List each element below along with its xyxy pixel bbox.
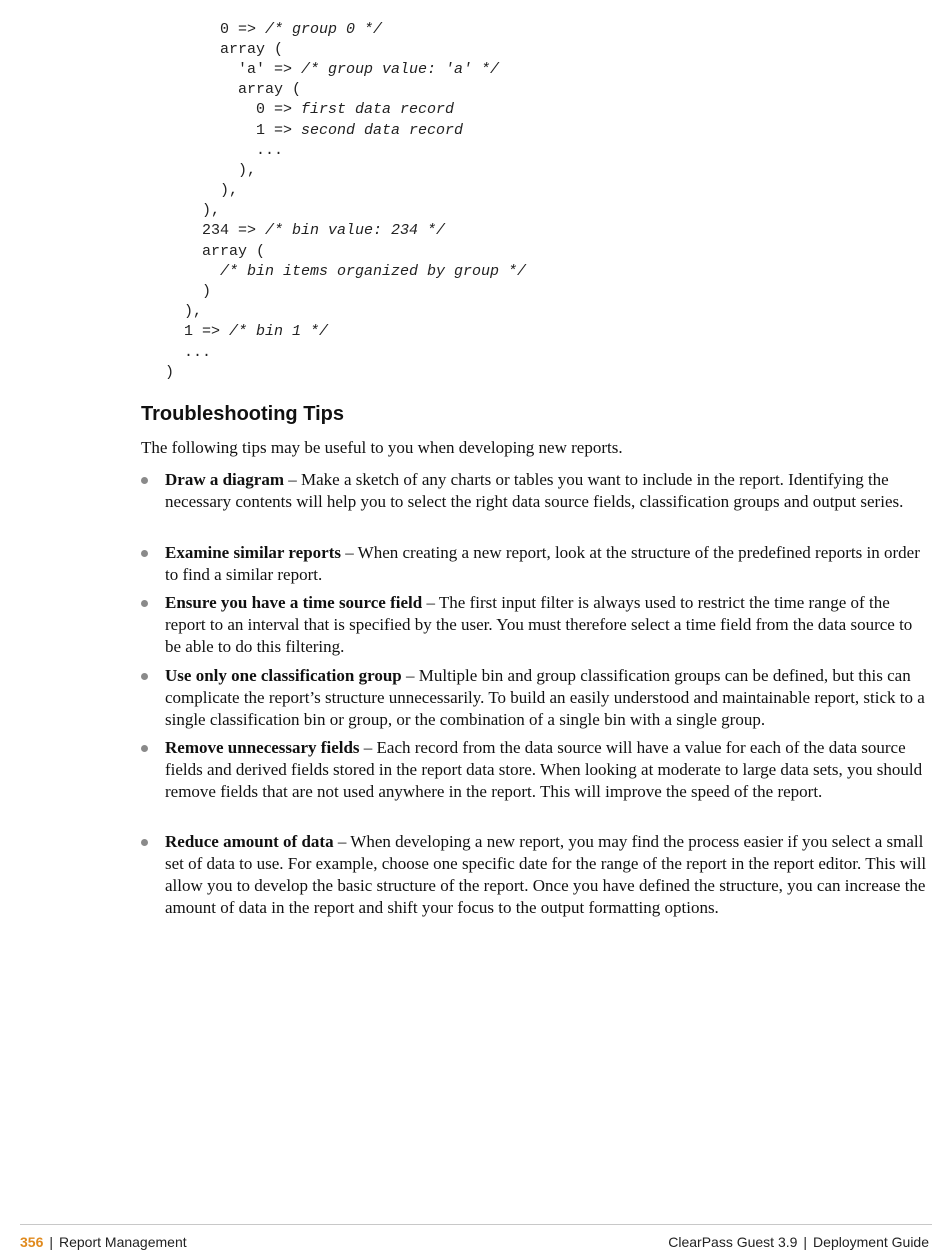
code-line: array ( [220, 41, 284, 58]
code-line: ), [184, 303, 203, 320]
tip-term: Examine similar reports [165, 543, 341, 562]
bullet-icon [141, 477, 148, 484]
guide-title: Deployment Guide [813, 1234, 929, 1250]
code-line: array ( [238, 81, 302, 98]
list-item [141, 469, 931, 513]
footer-divider [20, 1224, 932, 1225]
footer-left: 356 | Report Management [20, 1234, 187, 1250]
bullet-icon [141, 600, 148, 607]
tip-description: – Each record from the data source will have a value for each of the data source fields and derived fields stored in the report data store. When looking at moderate to large data sets, you should remove fields that are not used anywhere in the report. This will improve the speed of the report. [165, 738, 923, 801]
section-title: Troubleshooting Tips [141, 403, 344, 425]
code-line: array ( [202, 243, 266, 260]
page-number: 356 [20, 1234, 44, 1250]
code-line: 0 => first data record [256, 101, 455, 118]
bullet-icon [141, 745, 148, 752]
list-item [141, 737, 931, 803]
list-item [141, 592, 931, 658]
code-line: ) [165, 364, 175, 381]
footer-right: ClearPass Guest 3.9 | Deployment Guide [668, 1234, 929, 1250]
code-line: ) [202, 283, 212, 300]
code-line: ), [202, 202, 221, 219]
chapter-title: Report Management [59, 1234, 187, 1250]
tip-term: Draw a diagram [165, 470, 284, 489]
list-item [141, 542, 931, 586]
code-line: ), [220, 182, 239, 199]
tip-description: – When creating a new report, look at the structure of the predefined reports in order to find a similar report. [165, 543, 920, 584]
tip-term: Use only one classification group [165, 666, 402, 685]
tip-term: Reduce amount of data [165, 832, 334, 851]
code-line: /* bin items organized by group */ [220, 263, 527, 280]
intro-paragraph: The following tips may be useful to you when developing new reports. [141, 438, 623, 457]
tip-description: – When developing a new report, you may find the process easier if you select a small set of data to use. For example, choose one specific date for the range of the report in the report editor. This will allow you to develop the basic structure of the report. Once you have defined the structure, you can increase the amount of data in the report and shift your focus to the output formatting options. [165, 832, 927, 917]
code-line: 234 => /* bin value: 234 */ [202, 222, 446, 239]
tip-term: Ensure you have a time source field [165, 593, 423, 612]
tip-description: – Multiple bin and group classification groups can be defined, but this can complicate the report’s structure unnecessarily. To build an easily understood and maintainable report, stick to a single classification bin or group, or the combination of a single bin with a single group. [165, 666, 925, 729]
bullet-icon [141, 550, 148, 557]
product-name: ClearPass Guest 3.9 [668, 1234, 798, 1250]
bullet-icon [141, 839, 148, 846]
tip-description: – The first input filter is always used to restrict the time range of the report to an interval that is specified by the user. You must therefore select a time field from the data source to be able to do this filtering. [165, 593, 913, 656]
code-line: ... [184, 344, 212, 361]
tip-description: – Make a sketch of any charts or tables you want to include in the report. Identifying the necessary contents will help you to select the right data source fields, classification groups and output series. [165, 470, 904, 511]
tip-term: Remove unnecessary fields [165, 738, 360, 757]
code-line: 1 => /* bin 1 */ [184, 323, 329, 340]
code-line: 1 => second data record [256, 122, 464, 139]
code-line: 'a' => /* group value: 'a' */ [238, 61, 500, 78]
code-line: ), [238, 162, 257, 179]
code-line: ... [256, 142, 284, 159]
list-item [141, 831, 931, 919]
code-line: 0 => /* group 0 */ [220, 21, 383, 38]
bullet-icon [141, 673, 148, 680]
list-item [141, 665, 931, 731]
